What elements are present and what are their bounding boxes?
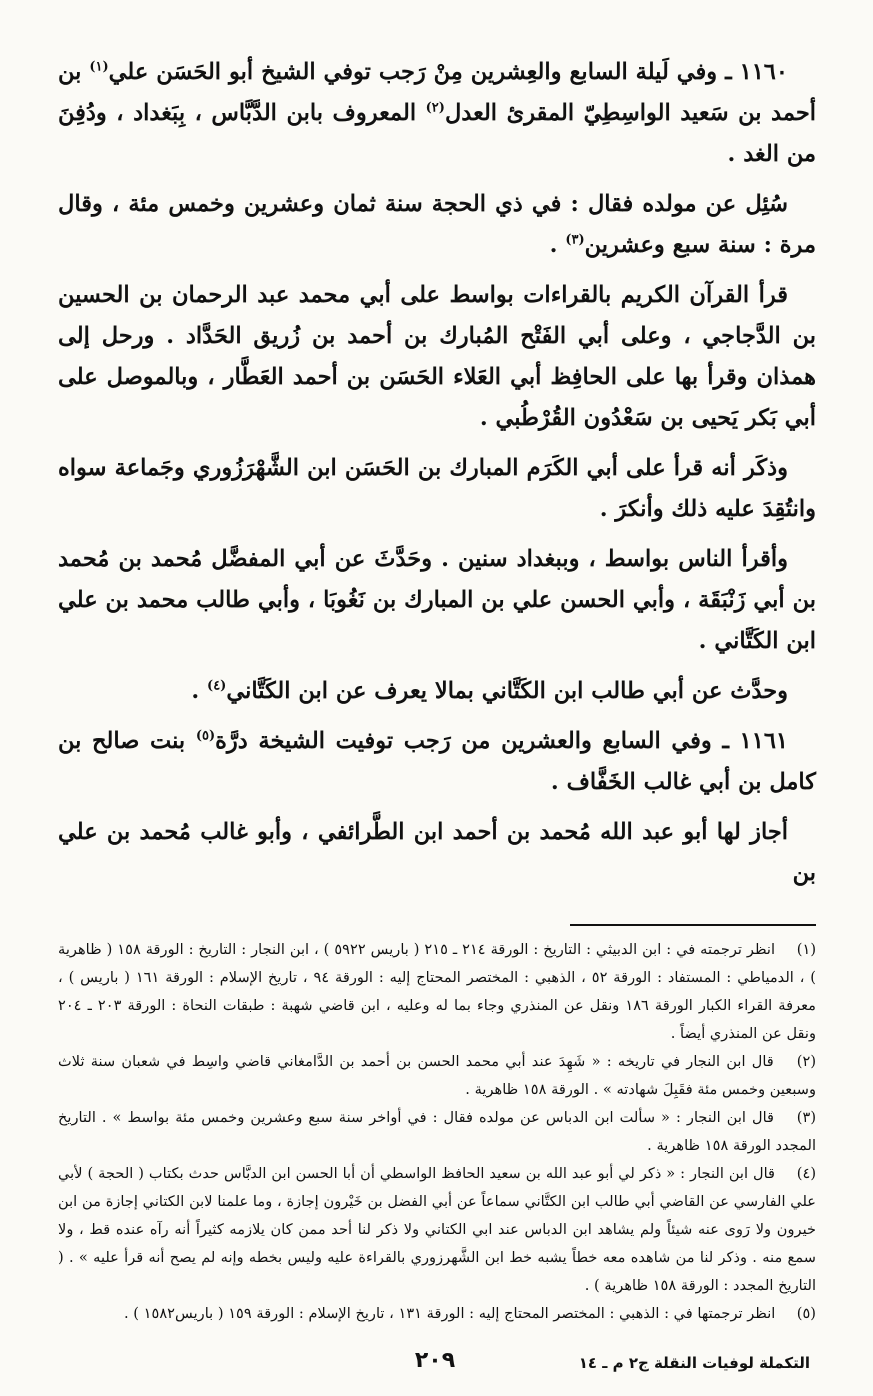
page-body xyxy=(58,52,816,1328)
page-number: ٢٠٩ xyxy=(414,1348,456,1373)
footnote-1: (١) انظر ترجمته في : ابن الدبيثي : التاريخ : الورقة ٢١٤ ـ ٢١٥ ( باريس ٥٩٢٢ ) ، ابن النجار : التاريخ : الورقة ١٥٨ ( ظاهرية ) ، الدمياطي : المستفاد : الورقة ٥٢ ، الذهبي : المختصر المحتاج إليه : الورقة ٩٤ ، تاريخ الإسلام : الورقة ١٦١ ( باريس ) ، معرفة القراء الكبار الورقة ١٨٦ ونقل عن المنذري وجاء بما له وعليه ، ابن قاضي شهبة : طبقات النحاة : الورقة ٢٠٣ ـ ٢٠٤ ونقل عن المنذري أيضاً . xyxy=(58,941,817,1042)
paragraph-licence: أجاز لها أبو عبد الله مُحمد بن أحمد ابن الطَّرائفي ، وأبو غالب مُحمد بن علي بن xyxy=(58,819,816,886)
footnote-ref: (١) xyxy=(89,59,109,75)
entry-1160: ١١٦٠ ـ وفي لَيلة السابع والعِشرين مِنْ رَجب توفي الشيخ أبو الحَسَن علي$^{(١)}$ بن أحمد بن سَعيد الواسِطِيّ المقرئ العدل$^{(٢)}$ المعروف بابن الدَّبَّاس ، بِبَغداد ، ودُفِنَ من الغد . xyxy=(58,59,816,167)
entry-1161: ١١٦١ ـ وفي السابع والعشرين من رَجب توفيت الشيخة درَّة$^{(٥)}$ بنت صالح بن كامل بن أبي غالب الخَفَّاف . xyxy=(58,728,816,795)
paragraph-birth: سُئِل عن مولده فقال : في ذي الحجة سنة ثمان وعشرين وخمس مئة ، وقال مرة : سنة سبع وعشرين$^{(٣)}$ . xyxy=(58,191,816,258)
paragraph-teaching: وأقرأ الناس بواسط ، وببغداد سنين . وحَدَّثَ عن أبي المفضَّل مُحمد بن مُحمد بن أبي زَنْبَقَة ، وأبي الحسن علي بن المبارك بن نَغُوبَا ، وأبي طالب محمد بن علي ابن الكَتَّاني . xyxy=(58,546,816,654)
footnote-separator xyxy=(570,924,816,926)
footnotes xyxy=(58,936,816,1328)
footnote-5: (٥) انظر ترجمتها في : الذهبي : المختصر المحتاج إليه : الورقة ١٣١ ، تاريخ الإسلام : الورقة ١٥٩ ( باريس١٥٨٢ ) . xyxy=(124,1305,816,1322)
footnote-ref: (٥) xyxy=(195,728,216,744)
footnote-4: (٤) قال ابن النجار : « ذكر لي أبو عبد الله بن سعيد الحافظ الواسطي أن أبا الحسن ابن الدبَّاس حدث بكتاب ( الحجة ) لأبي علي الفارسي عن القاضي أبي طالب ابن الكتَّاني سماعاً عن أبي الفضل بن خَيْرون إجازة ، وما علمنا لابن الكتاني إجازة من ابن خيرون ولا رَوى عنه شيئاً ولم يشاهد ابن الدباس عند ابي الكتاني ولا ذكر لنا أحد ممن كان يلازمه كثيراً أنه رآه عنده قط ، ولا سمع منه . وذكر لنا من شاهده معه خطاً يشبه خط ابن الشَّهرزوري بالقراءة عليه وليس بخطه وإنه لم يصح أنه قرأ عليه » . ( التاريخ المجدد : الورقة ١٥٨ ظاهرية ) . xyxy=(58,1165,817,1294)
footnote-2: (٢) قال ابن النجار في تاريخه : « شَهِدَ عند أبي محمد الحسن بن أحمد بن الدَّامغاني قاضي واسِط في شعبان سنة ثلاث وسبعين وخمس مئة فقَبِلَ شهادته » . الورقة ١٥٨ ظاهرية . xyxy=(58,1053,817,1098)
footnote-ref: (٣) xyxy=(565,232,585,248)
footnote-3: (٣) قال ابن النجار : « سألت ابن الدباس عن مولده فقال : في أواخر سنة سبع وعشرين وخمس مئة بواسط » . التاريخ المجدد الورقة ١٥٨ ظاهرية . xyxy=(58,1109,817,1154)
footnote-ref: (٢) xyxy=(425,100,445,116)
page-footer xyxy=(50,1348,820,1378)
paragraph-criticism: وذكَر أنه قرأ على أبي الكَرَم المبارك بن الحَسَن ابن الشَّهْرَزُوري وجَماعة سواه وانتُقِدَ عليه ذلك وأنكرَ . xyxy=(58,455,816,522)
footnote-ref: (٤) xyxy=(207,678,227,694)
running-title: التكملة لوفيات النقلة ج٢ م ـ ١٤ xyxy=(578,1354,810,1372)
paragraph-narration: وحدَّث عن أبي طالب ابن الكَتَّاني بمالا يعرف عن ابن الكَتَّاني$^{(٤)}$ . xyxy=(191,678,788,704)
main-text xyxy=(58,52,816,894)
paragraph-readings: قرأ القرآن الكريم بالقراءات بواسط على أبي محمد عبد الرحمان بن الحسين بن الدَّجاجي ، وعلى أبي الفَتْح المُبارك بن أحمد بن زُريق الحَدَّاد . ورحل إلى همذان وقرأ بها على الحافِظ أبي العَلاء الحَسَن بن أحمد العَطَّار ، وبالموصل على أبي بَكر يَحيى بن سَعْدُون القُرْطُبي . xyxy=(58,282,816,431)
